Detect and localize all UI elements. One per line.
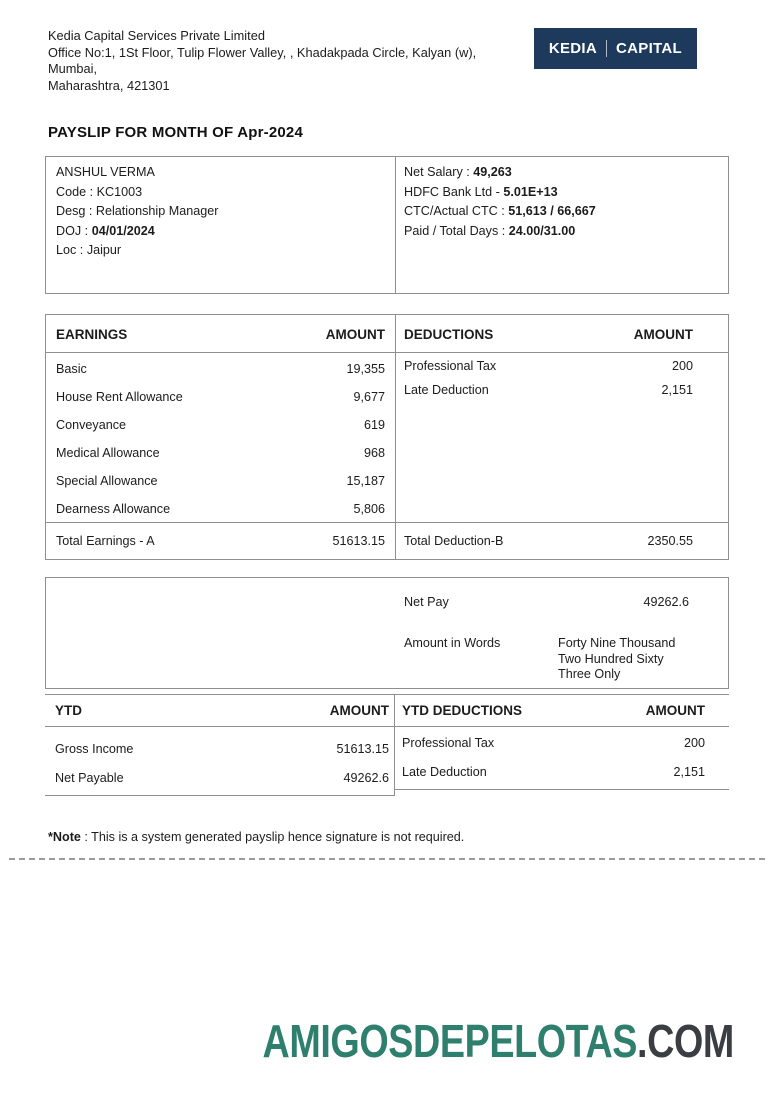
deduction-row bbox=[396, 378, 728, 402]
deductions-column bbox=[396, 315, 728, 559]
ytd-row-amount: 51613.15 bbox=[336, 742, 389, 756]
company-address-line2: Maharashtra, 421301 bbox=[48, 77, 170, 93]
deduction-row-label: Late Deduction bbox=[404, 383, 489, 397]
ytd-header: YTD bbox=[55, 703, 82, 718]
earnings-row-amount: 968 bbox=[363, 446, 385, 460]
logo-text-capital: CAPITAL bbox=[616, 40, 682, 57]
employee-doj: DOJ : 04/01/2024 bbox=[56, 223, 155, 238]
net-pay-row bbox=[404, 595, 689, 609]
ytd-deduction-row bbox=[395, 758, 729, 787]
ytd-deduction-row-label: Professional Tax bbox=[402, 736, 495, 750]
ytd-row bbox=[45, 735, 394, 764]
payslip-title: PAYSLIP FOR MONTH OF Apr-2024 bbox=[48, 124, 304, 141]
ytd-header-row bbox=[45, 694, 394, 727]
ytd-deduction-row-amount: 200 bbox=[683, 736, 705, 750]
deductions-amount-header: AMOUNT bbox=[633, 327, 693, 342]
company-logo bbox=[534, 28, 697, 69]
earnings-row-label: Basic bbox=[56, 362, 87, 376]
company-name: Kedia Capital Services Private Limited bbox=[48, 28, 265, 43]
employee-location: Loc : Jaipur bbox=[56, 243, 122, 257]
employee-designation: Desg : Relationship Manager bbox=[56, 204, 219, 218]
earnings-row-amount: 619 bbox=[363, 418, 385, 432]
bank-account-line: HDFC Bank Ltd - 5.01E+13 bbox=[404, 184, 558, 199]
deductions-total-row bbox=[396, 522, 728, 559]
ytd-deduction-row-amount: 2,151 bbox=[673, 765, 705, 779]
deduction-rows bbox=[396, 353, 728, 402]
earnings-row-amount: 5,806 bbox=[353, 502, 385, 516]
earnings-row-label: Dearness Allowance bbox=[56, 502, 171, 516]
dashed-separator bbox=[9, 858, 765, 860]
ytd-deductions-column bbox=[395, 694, 729, 790]
earnings-amount-header: AMOUNT bbox=[325, 327, 385, 342]
earnings-row bbox=[46, 355, 395, 383]
employee-details bbox=[46, 157, 396, 293]
ytd-deduction-rows bbox=[395, 727, 729, 790]
earnings-row-amount: 19,355 bbox=[346, 362, 385, 376]
deduction-row-amount: 2,151 bbox=[661, 383, 693, 397]
earnings-deductions-table bbox=[45, 314, 729, 560]
ytd-column bbox=[45, 694, 395, 796]
ytd-deduction-row-label: Late Deduction bbox=[402, 765, 487, 779]
note-prefix: *Note bbox=[48, 830, 81, 844]
ytd-deductions-header-row bbox=[395, 694, 729, 727]
earnings-header: EARNINGS bbox=[56, 327, 128, 342]
watermark-name: AMIGOSDEPELOTAS bbox=[262, 1015, 638, 1067]
deductions-total-amount: 2350.55 bbox=[647, 534, 693, 548]
earnings-row-label: Medical Allowance bbox=[56, 446, 160, 460]
employee-name: ANSHUL VERMA bbox=[56, 165, 155, 179]
net-pay-box bbox=[45, 577, 729, 689]
ytd-rows bbox=[45, 727, 394, 796]
ytd-row-label: Gross Income bbox=[55, 742, 134, 756]
employee-info-box bbox=[45, 156, 729, 294]
earnings-row-label: Special Allowance bbox=[56, 474, 158, 488]
amount-in-words-row bbox=[404, 636, 689, 683]
document-header bbox=[0, 0, 774, 94]
ytd-row-label: Net Payable bbox=[55, 771, 124, 785]
ytd-table bbox=[45, 694, 729, 796]
deduction-row bbox=[396, 354, 728, 378]
deductions-header-row bbox=[396, 315, 728, 353]
watermark-tld: .COM bbox=[637, 1015, 734, 1067]
earnings-row bbox=[46, 383, 395, 411]
earnings-row-amount: 15,187 bbox=[346, 474, 385, 488]
employee-code: Code : KC1003 bbox=[56, 184, 143, 199]
earnings-column bbox=[46, 315, 396, 559]
amount-in-words-value: Forty Nine Thousand Two Hundred Sixty Three Only bbox=[558, 636, 676, 681]
net-pay-spacer bbox=[46, 578, 396, 688]
salary-summary bbox=[396, 157, 728, 293]
earnings-row bbox=[46, 439, 395, 467]
earnings-row bbox=[46, 467, 395, 495]
earnings-header-row bbox=[46, 315, 395, 353]
note-body: : This is a system generated payslip hence signature is not required. bbox=[80, 830, 465, 844]
ytd-deductions-amount-header: AMOUNT bbox=[645, 703, 705, 718]
net-pay-amount: 49262.6 bbox=[643, 595, 689, 609]
deductions-total-label: Total Deduction-B bbox=[404, 534, 504, 548]
earnings-row-label: Conveyance bbox=[56, 418, 127, 432]
paid-days-line: Paid / Total Days : 24.00/31.00 bbox=[404, 223, 576, 238]
watermark bbox=[263, 1014, 734, 1068]
ytd-amount-header: AMOUNT bbox=[329, 703, 389, 718]
earnings-total-label: Total Earnings - A bbox=[56, 534, 155, 548]
net-salary-line: Net Salary : 49,263 bbox=[404, 165, 512, 179]
deduction-row-amount: 200 bbox=[671, 359, 693, 373]
ytd-row bbox=[45, 764, 394, 793]
earnings-row bbox=[46, 495, 395, 522]
logo-text-kedia: KEDIA bbox=[548, 40, 598, 57]
amount-in-words-label: Amount in Words bbox=[404, 636, 501, 650]
net-pay-details bbox=[396, 578, 728, 688]
ytd-deduction-row bbox=[395, 729, 729, 758]
net-pay-label: Net Pay bbox=[404, 595, 449, 609]
deduction-row-label: Professional Tax bbox=[404, 359, 497, 373]
earnings-row bbox=[46, 411, 395, 439]
earnings-row-label: House Rent Allowance bbox=[56, 390, 183, 404]
company-address-line1: Office No:1, 1St Floor, Tulip Flower Valley, , Khadakpada Circle, Kalyan (w), Mumbai, bbox=[48, 44, 477, 76]
earnings-total-row bbox=[46, 522, 395, 559]
note-text bbox=[48, 830, 774, 844]
earnings-row-amount: 9,677 bbox=[353, 390, 385, 404]
earnings-total-amount: 51613.15 bbox=[332, 534, 385, 548]
ctc-line: CTC/Actual CTC : 51,613 / 66,667 bbox=[404, 204, 596, 218]
company-info bbox=[48, 28, 528, 94]
ytd-row-amount: 49262.6 bbox=[343, 771, 389, 785]
logo-divider bbox=[606, 40, 607, 57]
earnings-rows bbox=[46, 353, 395, 522]
deductions-header: DEDUCTIONS bbox=[404, 327, 494, 342]
ytd-deductions-header: YTD DEDUCTIONS bbox=[402, 703, 523, 718]
